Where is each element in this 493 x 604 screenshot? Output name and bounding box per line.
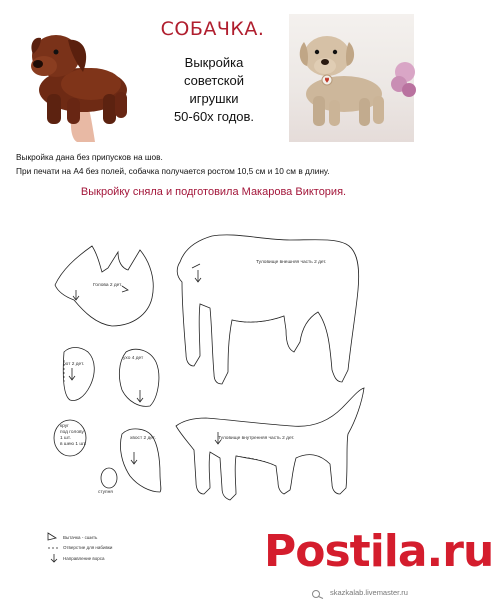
subtitle-line: 50-60х годов. <box>173 109 255 124</box>
mouth-label: рот 2 дет. <box>63 362 85 367</box>
dart-legend-icon <box>48 533 56 540</box>
foot-label: ступня <box>98 490 113 495</box>
pile-arrow-icon <box>137 390 143 402</box>
pile-arrow-icon <box>69 368 75 380</box>
head-label: Голова 2 дет. <box>93 283 123 288</box>
watermark-brand: Postila.ru <box>264 526 493 577</box>
note-seam-allowance: Выкройка дана без припусков на шов. <box>16 152 163 162</box>
circle-label-line: 1 шт. <box>60 436 71 441</box>
legend-pile-label: Направление ворса <box>63 556 105 561</box>
outer-body-piece <box>177 235 358 384</box>
inner-body-piece <box>176 388 364 500</box>
watermark-site: skazkalab.livemaster.ru <box>330 588 408 597</box>
pile-arrow-icon <box>73 290 79 300</box>
circle-label <box>60 424 86 448</box>
page-title: СОБАЧКА. <box>160 18 265 40</box>
mouth-piece <box>63 348 94 401</box>
pile-arrow-icon <box>131 452 137 464</box>
legend-dart-label: Вытачка - сшить <box>63 535 98 540</box>
ear-label: ухо 4 дет <box>123 356 144 361</box>
author-credit: Выкройку сняла и подготовила Макарова Виктория. <box>80 186 347 198</box>
circle-label-line: круг <box>60 424 69 429</box>
circle-label-line: в шею 1 шт. <box>60 442 87 447</box>
subtitle-line: Выкройка <box>184 55 244 70</box>
note-print-size: При печати на А4 без полей, собачка получается ростом 10,5 см и 10 см в длину. <box>16 166 330 176</box>
pin-icon <box>311 589 325 599</box>
outer-body-label: Туловище внешняя часть 2 дет. <box>256 260 327 265</box>
tail-label: хвост 2 дет. <box>130 436 156 441</box>
arrow-legend-icon <box>51 554 57 562</box>
pile-arrow-icon <box>195 270 201 282</box>
legend-stuffing-label: Отверстие для набивки <box>63 545 113 550</box>
subtitle-line: игрушки <box>189 91 239 106</box>
foot-piece <box>101 468 117 488</box>
subtitle-line: советской <box>183 73 245 88</box>
inner-body-label: Туловище внутренняя часть 2 дет. <box>218 436 295 441</box>
circle-label-line: под голову <box>60 430 84 435</box>
